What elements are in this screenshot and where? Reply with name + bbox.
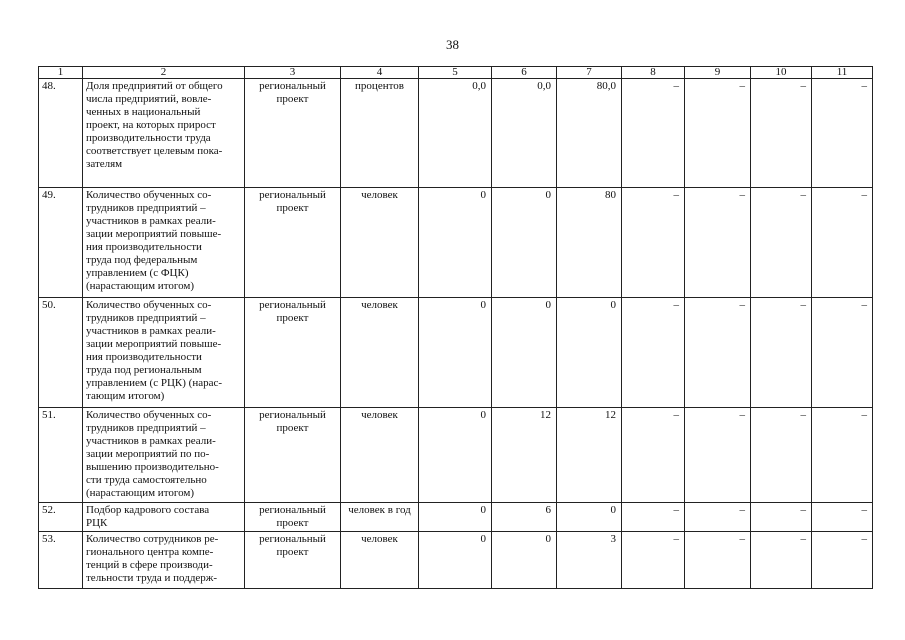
source-cell xyxy=(245,532,341,589)
table-row xyxy=(39,408,873,503)
value-cell-9: – xyxy=(685,503,751,532)
indicator-name-line: Количество обученных со- xyxy=(86,299,212,311)
row-number-cell: 48. xyxy=(39,79,83,188)
header-cell: 3 xyxy=(245,67,341,79)
unit-cell: человек xyxy=(341,532,419,589)
source-line: региональный xyxy=(259,189,326,201)
source-line: региональный xyxy=(259,299,326,311)
row-number-cell: 49. xyxy=(39,188,83,298)
indicator-name-line: участников в рамках реали- xyxy=(86,215,216,227)
row-number-cell: 50. xyxy=(39,298,83,408)
header-cell: 2 xyxy=(83,67,245,79)
indicator-name-line: тельности труда и поддерж- xyxy=(86,572,218,584)
table-row xyxy=(39,79,873,188)
unit-cell: человек xyxy=(341,298,419,408)
value-cell-5: 0 xyxy=(419,298,492,408)
indicator-name-line: зации мероприятий повыше- xyxy=(86,338,222,350)
indicator-name-line: проект, на которых прирост xyxy=(86,119,216,131)
value-cell-7: 3 xyxy=(557,532,622,589)
value-cell-10: – xyxy=(751,188,812,298)
value-cell-9: – xyxy=(685,532,751,589)
indicator-name-line: ния производительности xyxy=(86,241,202,253)
indicator-name-line: трудников предприятий – xyxy=(86,312,206,324)
table-row xyxy=(39,503,873,532)
value-cell-6: 0 xyxy=(492,188,557,298)
indicators-table xyxy=(38,66,873,589)
row-number-cell: 53. xyxy=(39,532,83,589)
source-line: проект xyxy=(276,312,309,324)
value-cell-9: – xyxy=(685,408,751,503)
indicator-name-line: тенций в сфере производи- xyxy=(86,559,213,571)
source-line: проект xyxy=(276,546,309,558)
value-cell-6: 0 xyxy=(492,298,557,408)
table-row xyxy=(39,298,873,408)
value-cell-10: – xyxy=(751,298,812,408)
indicator-name-line: производительности труда xyxy=(86,132,211,144)
indicator-name-line: ченных в национальный xyxy=(86,106,201,118)
source-line: проект xyxy=(276,422,309,434)
indicator-name-line: труда под региональным xyxy=(86,364,202,376)
source-line: региональный xyxy=(259,409,326,421)
value-cell-8: – xyxy=(622,532,685,589)
value-cell-7: 0 xyxy=(557,503,622,532)
value-cell-6: 6 xyxy=(492,503,557,532)
indicator-name-line: (нарастающим итогом) xyxy=(86,280,195,292)
indicator-name-line: ния производительности xyxy=(86,351,202,363)
indicator-name-line: зателям xyxy=(86,158,123,170)
value-cell-6: 12 xyxy=(492,408,557,503)
header-cell: 7 xyxy=(557,67,622,79)
indicator-name-line: РЦК xyxy=(86,517,108,529)
header-cell: 10 xyxy=(751,67,812,79)
value-cell-10: – xyxy=(751,408,812,503)
source-line: проект xyxy=(276,517,309,529)
indicator-name-line: трудников предприятий – xyxy=(86,202,206,214)
indicator-name-line: участников в рамках реали- xyxy=(86,325,216,337)
value-cell-11: – xyxy=(812,503,873,532)
indicator-name-line: участников в рамках реали- xyxy=(86,435,216,447)
indicator-name-line: вышению производительно- xyxy=(86,461,219,473)
indicator-name-line: Подбор кадрового состава xyxy=(86,504,210,516)
source-line: проект xyxy=(276,93,309,105)
header-cell: 11 xyxy=(812,67,873,79)
header-cell: 5 xyxy=(419,67,492,79)
indicator-name-line: Количество обученных со- xyxy=(86,409,212,421)
value-cell-11: – xyxy=(812,298,873,408)
indicator-name-line: управлением (с РЦК) (нарас- xyxy=(86,377,223,389)
value-cell-7: 80 xyxy=(557,188,622,298)
source-cell xyxy=(245,408,341,503)
source-line: региональный xyxy=(259,533,326,545)
indicator-name-line: управлением (с ФЦК) xyxy=(86,267,189,279)
unit-cell: человек xyxy=(341,408,419,503)
indicator-name-line: Количество сотрудников ре- xyxy=(86,533,219,545)
value-cell-11: – xyxy=(812,79,873,188)
header-cell: 6 xyxy=(492,67,557,79)
value-cell-6: 0 xyxy=(492,532,557,589)
indicator-name-line: тающим итогом) xyxy=(86,390,165,402)
indicator-name-line: трудников предприятий – xyxy=(86,422,206,434)
value-cell-9: – xyxy=(685,188,751,298)
value-cell-11: – xyxy=(812,408,873,503)
source-cell xyxy=(245,188,341,298)
value-cell-7: 12 xyxy=(557,408,622,503)
value-cell-6: 0,0 xyxy=(492,79,557,188)
indicator-name-cell xyxy=(83,503,245,532)
indicator-name-line: (нарастающим итогом) xyxy=(86,487,195,499)
value-cell-8: – xyxy=(622,503,685,532)
value-cell-5: 0 xyxy=(419,188,492,298)
header-cell: 8 xyxy=(622,67,685,79)
indicator-name-line: соответствует целевым пока- xyxy=(86,145,223,157)
source-line: региональный xyxy=(259,504,326,516)
value-cell-5: 0 xyxy=(419,532,492,589)
indicator-name-cell xyxy=(83,408,245,503)
value-cell-5: 0 xyxy=(419,503,492,532)
value-cell-10: – xyxy=(751,532,812,589)
row-number-cell: 52. xyxy=(39,503,83,532)
table-row xyxy=(39,532,873,589)
value-cell-8: – xyxy=(622,79,685,188)
value-cell-7: 80,0 xyxy=(557,79,622,188)
source-cell xyxy=(245,79,341,188)
source-cell xyxy=(245,503,341,532)
value-cell-9: – xyxy=(685,298,751,408)
value-cell-8: – xyxy=(622,298,685,408)
indicator-name-cell xyxy=(83,298,245,408)
indicator-name-line: числа предприятий, вовле- xyxy=(86,93,212,105)
row-number-cell: 51. xyxy=(39,408,83,503)
value-cell-9: – xyxy=(685,79,751,188)
value-cell-7: 0 xyxy=(557,298,622,408)
header-cell: 1 xyxy=(39,67,83,79)
table-row xyxy=(39,188,873,298)
indicator-name-cell xyxy=(83,79,245,188)
source-cell xyxy=(245,298,341,408)
value-cell-10: – xyxy=(751,503,812,532)
value-cell-8: – xyxy=(622,188,685,298)
indicator-name-line: сти труда самостоятельно xyxy=(86,474,207,486)
indicator-name-line: зации мероприятий повыше- xyxy=(86,228,222,240)
value-cell-8: – xyxy=(622,408,685,503)
indicator-name-line: гионального центра компе- xyxy=(86,546,214,558)
page-number: 38 xyxy=(446,37,459,52)
indicator-name-cell xyxy=(83,532,245,589)
indicator-name-line: Количество обученных со- xyxy=(86,189,212,201)
value-cell-5: 0 xyxy=(419,408,492,503)
value-cell-11: – xyxy=(812,188,873,298)
source-line: проект xyxy=(276,202,309,214)
unit-cell: человек xyxy=(341,188,419,298)
indicator-name-line: труда под федеральным xyxy=(86,254,198,266)
value-cell-5: 0,0 xyxy=(419,79,492,188)
header-row xyxy=(39,67,873,79)
value-cell-10: – xyxy=(751,79,812,188)
header-cell: 9 xyxy=(685,67,751,79)
header-cell: 4 xyxy=(341,67,419,79)
indicator-name-line: зации мероприятий по по- xyxy=(86,448,210,460)
indicator-name-line: Доля предприятий от общего xyxy=(86,80,223,92)
indicator-name-cell xyxy=(83,188,245,298)
value-cell-11: – xyxy=(812,532,873,589)
unit-cell: человек в год xyxy=(341,503,419,532)
unit-cell: процентов xyxy=(341,79,419,188)
source-line: региональный xyxy=(259,80,326,92)
